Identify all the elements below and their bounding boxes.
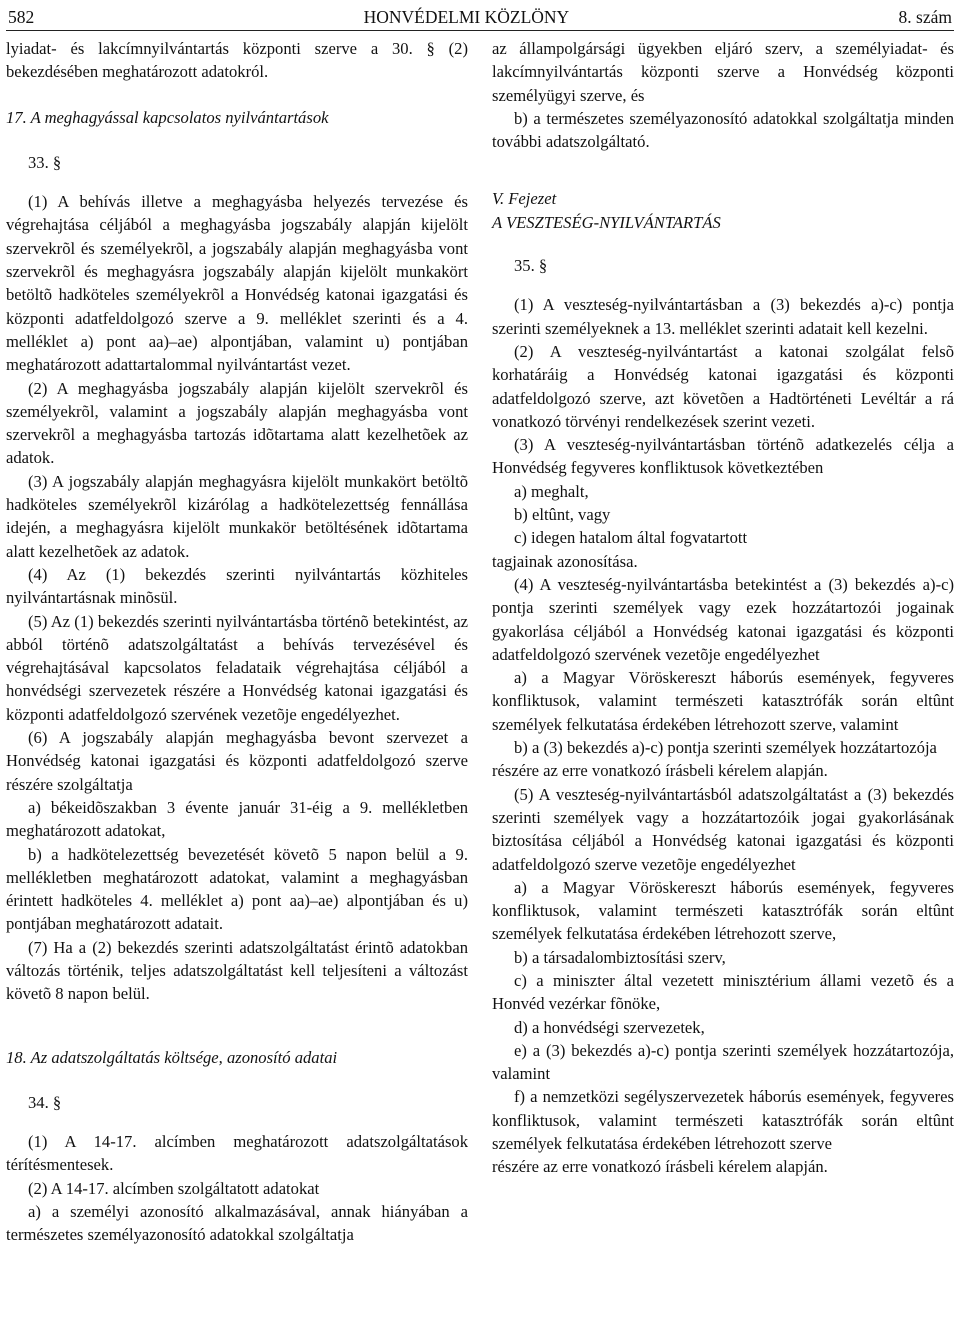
s35-paragraph-2: (2) A veszteség-nyilvántartást a katonai szolgálat felsõ korhatáráig a Honvédség katonai igazgatási és központi adatfeldolgozó szerve, azt követõen a Hadtörténeti Levéltár a rá vonatkozó törvényi rendelkezések szerint vezeti. xyxy=(492,341,954,431)
s33-paragraph-7: (7) Ha a (2) bekezdés szerinti adatszolgáltatást érintõ adatokban változás történik, teljes adatszolgáltatást kell teljesíteni a változást követõ 8 napon belül. xyxy=(6,937,468,1004)
s35-paragraph-1: (1) A veszteség-nyilvántartásban a (3) bekezdés a)-c) pontja szerinti személyeknek a 13. melléklet szerinti adatait kell kezelni. xyxy=(492,295,954,338)
s35-paragraph-5c: c) a miniszter által vezetett minisztérium állami vezetõ és a Honvéd vezérkar fõnöke, xyxy=(492,970,954,1014)
s35-paragraph-4-end: részére az erre vonatkozó írásbeli kérelem alapján. xyxy=(492,761,828,781)
s35-paragraph-3: (3) A veszteség-nyilvántartásban történõ adatkezelés célja a Honvédség fegyveres konfliktusok következtében xyxy=(492,435,954,478)
page-header xyxy=(6,0,954,31)
s35-paragraph-4: (4) A veszteség-nyilvántartásba betekintést a (3) bekezdés a)-c) pontja szerinti személyek vagy ezek hozzátartozói jogainak gyakorlása céljából a Honvédség katonai igazgatási és központi adatfeldolgozó szervének vezetõje engedélyezhet xyxy=(492,574,954,664)
s33-paragraph-1: (1) A behívás illetve a meghagyásba helyezés tervezése és végrehajtása céljából a meghagyásba jogszabály alapján kijelölt szervekrõl és személyekrõl, a jogszabály alapján meghagyásba vont szervekrõl és meghagyásra jogszabály alapján kijelölt munkakört betöltõ hadköteles személyekrõl a Honvédség katonai igazgatási és központi adatfeldolgozó szerve a 9. melléklet szerinti és a 4. melléklet a) pont aa)–ae) alpontjában, valamint u) pontjában meghatározott adattartalommal nyilvántartást vezet. xyxy=(6,192,468,375)
s35-paragraph-4a: a) a Magyar Vöröskereszt háborús események, fegyveres konfliktusok, valamint természeti katasztrófák során eltûnt személyek felkutatása érdekében létrehozott szerve, valamint xyxy=(492,668,954,734)
section-34-title: 34. § xyxy=(28,1092,62,1112)
s35-paragraph-3-end: tagjainak azonosítása. xyxy=(492,551,638,571)
s35-paragraph-3a: a) meghalt, xyxy=(514,481,589,501)
s35-paragraph-5d: d) a honvédségi szervezetek, xyxy=(514,1017,705,1037)
s33-paragraph-5: (5) Az (1) bekezdés szerinti nyilvántartásba történõ betekintést, az abból történõ adatszolgáltatást a behívás tervezésével és végrehajtásával kapcsolatos feladataik végrehajtása céljából a honvédségi szervezetek részére a Honvédség katonai igazgatási és központi adatfeldolgozó szervének vezetõje engedélyezhet. xyxy=(6,611,468,724)
s35-paragraph-3b: b) eltûnt, vagy xyxy=(514,505,611,525)
s34-paragraph-1: (1) A 14-17. alcímben meghatározott adatszolgáltatások térítésmentesek. xyxy=(6,1132,468,1175)
chapter-title: A VESZTESÉG-NYILVÁNTARTÁS xyxy=(492,212,721,232)
s35-paragraph-5: (5) A veszteség-nyilvántartásból adatszolgáltatást a (3) bekezdés szerinti személyek vagy a hozzátartozóik jogai gyakorlásának biztosítása céljából a Honvédség katonai igazgatási és központi adatfeldolgozó szerve vezetõje engedélyezhet xyxy=(492,784,954,874)
s33-paragraph-3: (3) A jogszabály alapján meghagyásra kijelölt munkakört betöltõ hadköteles személyekrõl kizárólag a hadkötelezettség fennállása idején, a meghagyásra kijelölt munkakör betöltésének idõtartama alatt kezelhetõek az adatok. xyxy=(6,471,468,561)
s35-paragraph-5e: e) a (3) bekezdés a)-c) pontja szerinti személyek hozzátartozója, valamint xyxy=(492,1040,954,1084)
s35-paragraph-5f: f) a nemzetközi segélyszervezetek háborús események, fegyveres konfliktusok, valamint természeti katasztrófák során eltûnt személyek felkutatása érdekében létrehozott szerve xyxy=(492,1087,954,1154)
section-35-title: 35. § xyxy=(514,256,548,276)
body-columns xyxy=(6,37,954,1247)
s35-paragraph-4b: b) a (3) bekezdés a)-c) pontja szerinti személyek hozzátartozója xyxy=(514,738,937,758)
section-33-title: 33. § xyxy=(28,152,62,172)
s33-paragraph-4: (4) Az (1) bekezdés szerinti nyilvántartás közhiteles nyilvántartásnak minõsül. xyxy=(6,564,468,608)
s33-paragraph-6b: b) a hadkötelezettség bevezetését követõ 5 napon belül a 9. mellékletben meghatározott adatokat, valamint a meghagyásban érintett hadköteles 4. melléklet a) pont aa)–ae) alpontjában és u) pontjában meghatározott adatait. xyxy=(6,844,468,934)
right-column xyxy=(492,37,954,1247)
heading-18: 18. Az adatszolgáltatás költsége, azonosító adatai xyxy=(6,1047,338,1067)
s34-paragraph-2: (2) A 14-17. alcímben szolgáltatott adatokat xyxy=(28,1178,320,1198)
continuation-paragraph: az állampolgársági ügyekben eljáró szerv, a személyiadat- és lakcímnyilvántartás központi szerve a Honvédség központi személyügyi szerve, és xyxy=(492,39,954,105)
s33-paragraph-2: (2) A meghagyásba jogszabály alapján kijelölt szervekrõl és személyekrõl, valamint a jogszabály alapján meghagyásba vont szervekrõl a meghagyásba tartozás idõtartama alatt kezelhetõek az adatok. xyxy=(6,378,468,468)
issue-number: 8. szám xyxy=(898,7,952,27)
heading-17: 17. A meghagyással kapcsolatos nyilvántartások xyxy=(6,107,329,127)
s33-paragraph-6a: a) békeidõszakban 3 évente január 31-éig a 9. mellékletben meghatározott adatokat, xyxy=(6,797,468,841)
journal-title: HONVÉDELMI KÖZLÖNY xyxy=(363,7,570,27)
s33-paragraph-6: (6) A jogszabály alapján meghagyásba bevont szervezet a Honvédség katonai igazgatási és központi adatfeldolgozó szerve részére szolgáltatja xyxy=(6,728,468,794)
s35-paragraph-3c: c) idegen hatalom által fogvatartott xyxy=(514,528,748,548)
s35-paragraph-5a: a) a Magyar Vöröskereszt háborús események, fegyveres konfliktusok, valamint természeti katasztrófák során eltûnt személyek felkutatása érdekében létrehozott szerve, xyxy=(492,877,954,944)
intro-paragraph: lyiadat- és lakcímnyilvántartás központi szerve a 30. § (2) bekezdésében meghatározott adatokról. xyxy=(6,39,468,82)
s35-paragraph-5-end: részére az erre vonatkozó írásbeli kérelem alapján. xyxy=(492,1157,828,1177)
s34-paragraph-2a: a) a személyi azonosító alkalmazásával, annak hiányában a természetes személyazonosító adatokkal szolgáltatja xyxy=(6,1202,468,1245)
continuation-point-b: b) a természetes személyazonosító adatokkal szolgáltatja minden további adatszolgáltató. xyxy=(492,108,954,152)
left-column xyxy=(6,37,468,1247)
s35-paragraph-5b: b) a társadalombiztosítási szerv, xyxy=(514,947,726,967)
chapter-number: V. Fejezet xyxy=(492,189,557,209)
page-number: 582 xyxy=(8,7,35,27)
